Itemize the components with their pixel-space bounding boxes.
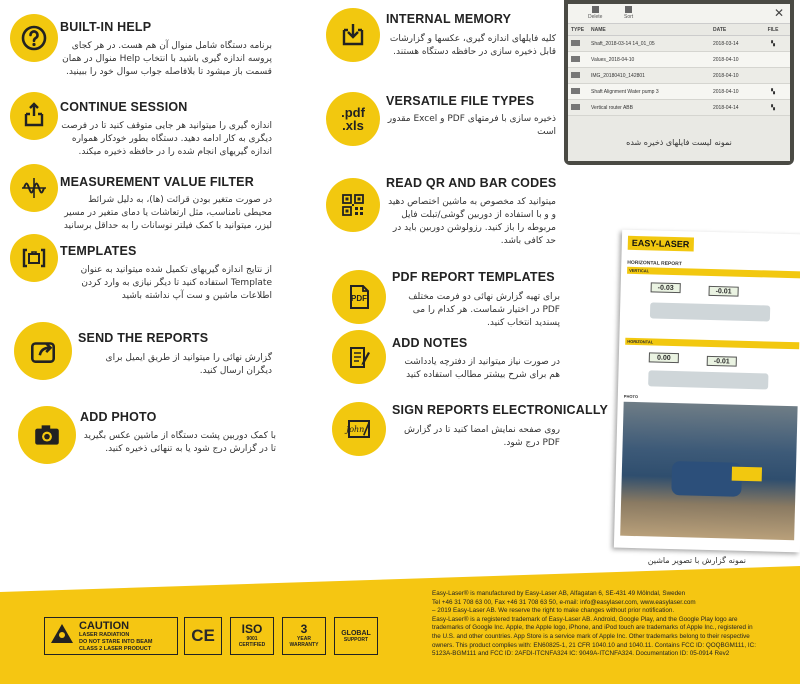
shaft-file-icon	[571, 88, 580, 94]
signature-icon-text: John	[346, 425, 365, 434]
machine-photo	[620, 402, 797, 541]
feature-description: با کمک دوربین پشت دستگاه از ماشین عکس بگیرید تا در گزارش درج شود یا به تنهائی ذخیره کنید.	[83, 431, 276, 454]
ce-mark-badge: CE	[184, 617, 222, 655]
table-row: Shaft Alignment Water pump 3 2018-04-10 ▚	[568, 84, 790, 100]
feature-description: کلیه فایلهای اندازه گیری، عکسها و گزارشات قابل ذخیره سازی در حافظه دستگاه هستند.	[389, 34, 556, 57]
horizontal-band: HORIZONTAL	[625, 338, 799, 350]
feature-title: BUILT-IN HELP	[60, 20, 152, 34]
vertical-band: VERTICAL	[627, 267, 800, 279]
photo-label: PHOTO	[623, 393, 639, 400]
close-icon: ✕	[773, 6, 784, 20]
vertical-file-icon	[571, 104, 580, 110]
feature-title: ADD NOTES	[392, 336, 468, 350]
feature-title: READ QR AND BAR CODES	[386, 176, 557, 190]
download-icon	[326, 8, 380, 62]
image-file-icon	[571, 72, 580, 78]
iso-badge: ISO 9001 CERTIFIED	[230, 617, 274, 655]
global-support-badge: GLOBAL SUPPORT	[334, 617, 378, 655]
report-caption: نمونه گزارش با تصویر ماشین	[647, 556, 746, 565]
machine-diagram-vertical	[650, 302, 770, 321]
filter-wave-icon	[10, 164, 58, 212]
report-flag-icon: ▚	[771, 88, 775, 95]
table-row: Shaft_2018-03-14 14_01_05 2018-03-14 ▚	[568, 36, 790, 52]
footer-legal-text: Easy-Laser® is manufactured by Easy-Laser AB, Alfagatan 6, SE-431 49 Mölndal, Sweden Tel +46 31 708 63 00, Fax +46 31 708 63 50, e-mail: info@easylaser.com, www.easylaser.com – 2019 Easy-Laser AB. We reserve the right to make changes without prior notification. Easy-Laser® is a registered trademark of Easy-Laser AB. Android, Google Play, and the Google Play logo are trademarks of Google Inc. Apple, the Apple logo, iPhone, and iPod touch are trademarks of Apple Inc., registered in the U.S. and other countries. App Store is a service mark of Apple Inc. Other trademarks belong to their respective owners. This product complies with: EN60825-1, 21 CFR 1040.10 and 1040.11. Contains FCC ID: QOQBGM111, IC: 5123A-BGM111 and FCC ID: 2AFDI-ITCNFA324 IC: 9049A-ITCNFA324. Documentation ID: 05-0914 Rev2	[432, 590, 756, 658]
stored-files-caption: نمونه لیست فایلهای ذخیره شده	[626, 138, 732, 147]
feature-description: در صورت نیاز میتوانید از دفترچه یادداشت هم برای شرح بیشتر مطالب استفاده کنید	[404, 357, 560, 380]
report-flag-icon: ▚	[771, 40, 775, 47]
values-file-icon	[571, 56, 580, 62]
feature-title: TEMPLATES	[60, 244, 137, 258]
report-flag-icon: ▚	[771, 104, 775, 111]
table-row: Values_2018-04-10 2018-04-10	[568, 52, 790, 68]
warranty-badge: 3 YEAR WARRANTY	[282, 617, 326, 655]
pdf-icon-text: PDF	[351, 294, 367, 303]
file-toolbar	[568, 4, 790, 24]
feature-title: ADD PHOTO	[80, 410, 157, 424]
xls-icon-label: .xls	[342, 118, 364, 133]
stored-files-screen	[568, 4, 790, 161]
table-row: IMG_20180410_142801 2018-04-10	[568, 68, 790, 84]
horizontal-left-value: 0.00	[649, 352, 679, 363]
easy-laser-logo: EASY-LASER	[628, 236, 694, 252]
laser-unit-shape	[732, 467, 762, 482]
feature-description: برای تهیه گزارش نهائی دو فرمت مختلف PDF در اختیار شماست. هر کدام را می پسندید انتخاب کنید.	[408, 292, 560, 328]
feature-title: CONTINUE SESSION	[60, 100, 188, 114]
feature-title: PDF REPORT TEMPLATES	[392, 270, 555, 284]
feature-description: روی صفحه نمایش امضا کنید تا در گزارش PDF درج شود.	[403, 425, 560, 448]
pdf-document-icon	[332, 270, 386, 324]
help-icon	[10, 14, 58, 62]
feature-description: گزارش نهائی را میتوانید از طریق ایمیل برای دیگران ارسال کنید.	[105, 353, 272, 376]
file-table-body	[568, 36, 790, 116]
feature-description: میتوانید کد مخصوص به ماشین اختصاص دهید و و با استفاده از دوربین گوشی/تبلت فایل مربوطه را باز کنید. رزولوشن دوربین باید در حد کافی باشد.	[388, 197, 556, 246]
file-table-header: TYPE NAME DATE FILE	[568, 24, 790, 36]
share-icon	[14, 322, 72, 380]
feature-description: اندازه گیری را میتوانید هر جایی متوقف کنید تا در فرصت دیگری به کار ادامه دهید. دستگاه بطور خودکار همواره اندازه گیریهای انجام شده را در حافظه ذخیره میکند.	[61, 121, 272, 157]
file-types-icon	[326, 92, 380, 146]
template-icon	[10, 234, 58, 282]
horizontal-right-value: -0.01	[707, 356, 737, 367]
sort-tool: Sort	[624, 6, 633, 20]
sort-icon	[625, 6, 632, 13]
report-sample	[614, 230, 800, 553]
vertical-right-value: -0.01	[708, 286, 738, 297]
feature-description: ذخیره سازی با فرمتهای PDF و Excel مقدور است	[387, 114, 556, 137]
pdf-icon-label: .pdf	[341, 105, 365, 120]
feature-description: در صورت متغیر بودن قرائت (ها)، به دلیل شرائط محیطی نامناسب، مثل ارتعاشات یا دمای متغیر در مسیر لیزر، میتوانید با کمک فیلتر نوسانات را به حداقل برسانید	[63, 195, 272, 231]
feature-description: برنامه دستگاه شامل منوال آن هم هست. در هر کجای پروسه اندازه گیری باشید با انتخاب Help منوال در همان قسمت باز میشود تا بلافاصله جواب سوال خود را ببینید.	[62, 41, 272, 77]
signature-icon	[332, 402, 386, 456]
notepad-icon	[332, 330, 386, 384]
laser-warning-icon	[51, 624, 73, 643]
stored-files-screenshot	[564, 0, 794, 165]
machine-diagram-horizontal	[648, 370, 768, 389]
shaft-file-icon	[571, 40, 580, 46]
session-resume-icon	[10, 92, 58, 140]
caution-badge: CAUTION LASER RADIATION DO NOT STARE INTO BEAM CLASS 2 LASER PRODUCT	[44, 617, 178, 655]
feature-title: SEND THE REPORTS	[78, 331, 209, 345]
delete-tool: Delete	[588, 6, 602, 20]
report-heading: HORIZONTAL REPORT	[627, 259, 682, 268]
camera-icon	[18, 406, 76, 464]
table-row: Vertical router ABB 2018-04-14 ▚	[568, 100, 790, 116]
delete-icon	[592, 6, 599, 13]
feature-title: INTERNAL MEMORY	[386, 12, 512, 26]
feature-description: از نتایج اندازه گیریهای تکمیل شده میتوانید به عنوان Template استفاده کنید تا دیگر نیازی به وارد کردن اطلاعات ماشین و ست آپ نداشته باشید	[80, 265, 272, 301]
feature-title: MEASUREMENT VALUE FILTER	[60, 175, 254, 189]
feature-title: VERSATILE FILE TYPES	[386, 94, 535, 108]
vertical-left-value: -0.03	[651, 282, 681, 293]
qr-code-icon	[326, 178, 380, 232]
feature-title: SIGN REPORTS ELECTRONICALLY	[392, 403, 609, 417]
